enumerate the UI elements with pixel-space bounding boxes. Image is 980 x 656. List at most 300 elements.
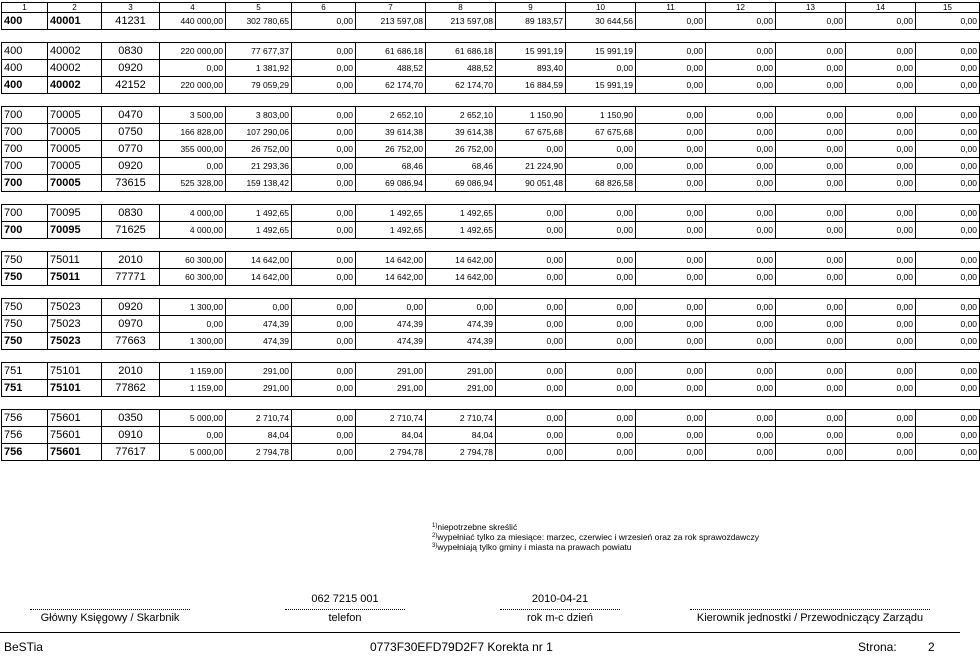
table-cell: 3 803,00 bbox=[226, 107, 292, 124]
table-cell: 0,00 bbox=[776, 380, 846, 397]
table-cell: 0,00 bbox=[636, 333, 706, 350]
table-cell: 0,00 bbox=[776, 363, 846, 380]
table-cell: 0,00 bbox=[706, 77, 776, 94]
table-cell: 67 675,68 bbox=[496, 124, 566, 141]
table-cell: 0,00 bbox=[566, 299, 636, 316]
table-cell: 0,00 bbox=[776, 158, 846, 175]
column-number: 9 bbox=[496, 3, 566, 13]
row-separator bbox=[2, 239, 980, 252]
table-cell: 1 492,65 bbox=[226, 205, 292, 222]
table-row bbox=[2, 205, 980, 222]
footnote-3: $^{3)}$wypełniają tylko gminy i miasta na prawach powiatu bbox=[432, 542, 632, 552]
table-cell: 0,00 bbox=[292, 141, 356, 158]
table-row bbox=[2, 43, 980, 60]
column-number: 10 bbox=[566, 3, 636, 13]
table-cell: 700 bbox=[2, 205, 48, 222]
table-cell: 0,00 bbox=[706, 299, 776, 316]
table-cell: 1 300,00 bbox=[160, 333, 226, 350]
table-cell: 14 642,00 bbox=[356, 252, 426, 269]
table-cell: 750 bbox=[2, 299, 48, 316]
table-cell: 70005 bbox=[48, 158, 102, 175]
table-row bbox=[2, 299, 980, 316]
table-cell: 1 159,00 bbox=[160, 380, 226, 397]
table-cell: 0,00 bbox=[566, 158, 636, 175]
table-cell: 0,00 bbox=[566, 316, 636, 333]
row-separator bbox=[2, 397, 980, 410]
table-row bbox=[2, 410, 980, 427]
table-cell: 0,00 bbox=[496, 252, 566, 269]
table-cell: 0,00 bbox=[636, 427, 706, 444]
table-cell: 0,00 bbox=[846, 299, 916, 316]
table-cell: 75011 bbox=[48, 252, 102, 269]
table-cell: 14 642,00 bbox=[426, 252, 496, 269]
table-cell: 0,00 bbox=[636, 269, 706, 286]
table-cell: 0,00 bbox=[776, 43, 846, 60]
separator-cell bbox=[2, 286, 980, 299]
table-cell: 0,00 bbox=[496, 444, 566, 461]
table-cell: 0,00 bbox=[496, 380, 566, 397]
table-cell: 0,00 bbox=[706, 205, 776, 222]
table-cell: 0,00 bbox=[636, 43, 706, 60]
table-cell: 2 652,10 bbox=[426, 107, 496, 124]
table-cell: 0,00 bbox=[776, 299, 846, 316]
table-cell: 0,00 bbox=[916, 124, 980, 141]
table-cell: 30 644,56 bbox=[566, 13, 636, 30]
table-cell: 0,00 bbox=[846, 363, 916, 380]
table-cell: 0,00 bbox=[566, 141, 636, 158]
table-cell: 0,00 bbox=[496, 410, 566, 427]
table-cell: 75023 bbox=[48, 299, 102, 316]
table-cell: 0970 bbox=[102, 316, 160, 333]
table-cell: 0920 bbox=[102, 299, 160, 316]
table-cell: 75101 bbox=[48, 363, 102, 380]
table-row bbox=[2, 363, 980, 380]
table-cell: 0,00 bbox=[636, 107, 706, 124]
table-cell: 0,00 bbox=[292, 410, 356, 427]
table-cell: 15 991,19 bbox=[566, 77, 636, 94]
table-cell: 488,52 bbox=[426, 60, 496, 77]
table-cell: 0,00 bbox=[566, 222, 636, 239]
table-cell: 40002 bbox=[48, 43, 102, 60]
table-cell: 0,00 bbox=[292, 107, 356, 124]
table-cell: 77771 bbox=[102, 269, 160, 286]
table-cell: 15 991,19 bbox=[496, 43, 566, 60]
date-value: 2010-04-21 bbox=[531, 593, 589, 605]
table-cell: 1 492,65 bbox=[426, 205, 496, 222]
table-cell: 0,00 bbox=[916, 363, 980, 380]
table-cell: 60 300,00 bbox=[160, 269, 226, 286]
table-cell: 21 224,90 bbox=[496, 158, 566, 175]
table-cell: 0,00 bbox=[776, 60, 846, 77]
table-cell: 291,00 bbox=[426, 380, 496, 397]
table-cell: 0,00 bbox=[160, 427, 226, 444]
separator-cell bbox=[2, 239, 980, 252]
table-cell: 0,00 bbox=[706, 444, 776, 461]
table-cell: 0,00 bbox=[916, 333, 980, 350]
table-cell: 0,00 bbox=[916, 252, 980, 269]
table-cell: 0,00 bbox=[846, 60, 916, 77]
table-cell: 0,00 bbox=[916, 13, 980, 30]
table-cell: 355 000,00 bbox=[160, 141, 226, 158]
table-cell: 0,00 bbox=[292, 316, 356, 333]
table-cell: 0,00 bbox=[160, 158, 226, 175]
table-cell: 79 059,29 bbox=[226, 77, 292, 94]
table-cell: 0,00 bbox=[706, 269, 776, 286]
table-cell: 1 492,65 bbox=[226, 222, 292, 239]
footnotes bbox=[432, 521, 759, 551]
table-cell: 0,00 bbox=[846, 13, 916, 30]
table-cell: 400 bbox=[2, 77, 48, 94]
column-number: 1 bbox=[2, 3, 48, 13]
table-cell: 0,00 bbox=[916, 141, 980, 158]
table-cell: 0,00 bbox=[776, 444, 846, 461]
table-cell: 0,00 bbox=[916, 269, 980, 286]
table-cell: 75601 bbox=[48, 410, 102, 427]
table-cell: 291,00 bbox=[356, 363, 426, 380]
table-cell: 84,04 bbox=[426, 427, 496, 444]
total-row bbox=[2, 13, 980, 30]
table-cell: 0,00 bbox=[706, 141, 776, 158]
separator-cell bbox=[2, 350, 980, 363]
table-cell: 0,00 bbox=[292, 43, 356, 60]
table-cell: 0,00 bbox=[776, 269, 846, 286]
table-cell: 2 710,74 bbox=[426, 410, 496, 427]
table-cell: 0,00 bbox=[916, 60, 980, 77]
table-cell: 40002 bbox=[48, 60, 102, 77]
table-cell: 62 174,70 bbox=[356, 77, 426, 94]
table-cell: 14 642,00 bbox=[356, 269, 426, 286]
table-cell: 0,00 bbox=[776, 427, 846, 444]
table-cell: 16 884,59 bbox=[496, 77, 566, 94]
table-cell: 474,39 bbox=[356, 316, 426, 333]
column-number: 5 bbox=[226, 3, 292, 13]
table-cell: 0,00 bbox=[636, 158, 706, 175]
table-cell: 2 794,78 bbox=[226, 444, 292, 461]
table-cell: 14 642,00 bbox=[426, 269, 496, 286]
table-cell: 0,00 bbox=[292, 427, 356, 444]
table-cell: 84,04 bbox=[356, 427, 426, 444]
table-cell: 0,00 bbox=[916, 410, 980, 427]
table-cell: 700 bbox=[2, 175, 48, 192]
table-cell: 0,00 bbox=[776, 410, 846, 427]
table-cell: 73615 bbox=[102, 175, 160, 192]
separator-cell bbox=[2, 94, 980, 107]
table-cell: 0,00 bbox=[706, 13, 776, 30]
table-cell: 0,00 bbox=[566, 427, 636, 444]
table-cell: 0,00 bbox=[706, 363, 776, 380]
table-cell: 1 492,65 bbox=[356, 205, 426, 222]
table-cell: 750 bbox=[2, 252, 48, 269]
column-number: 6 bbox=[292, 3, 356, 13]
separator-cell bbox=[2, 192, 980, 205]
separator-cell bbox=[2, 397, 980, 410]
expenditure-table bbox=[1, 2, 980, 461]
table-cell: 2 794,78 bbox=[426, 444, 496, 461]
accountant-signature bbox=[30, 593, 190, 624]
table-cell: 0,00 bbox=[916, 427, 980, 444]
date-label: rok m-c dzień bbox=[500, 609, 620, 624]
table-cell: 474,39 bbox=[356, 333, 426, 350]
table-cell: 0,00 bbox=[776, 13, 846, 30]
table-cell: 1 150,90 bbox=[566, 107, 636, 124]
table-cell: 0,00 bbox=[566, 444, 636, 461]
table-cell: 525 328,00 bbox=[160, 175, 226, 192]
table-cell: 750 bbox=[2, 333, 48, 350]
table-cell: 0,00 bbox=[292, 13, 356, 30]
total-row bbox=[2, 380, 980, 397]
table-cell: 0,00 bbox=[566, 333, 636, 350]
table-row bbox=[2, 124, 980, 141]
table-cell: 0,00 bbox=[846, 427, 916, 444]
table-cell: 0,00 bbox=[846, 222, 916, 239]
table-cell: 61 686,18 bbox=[426, 43, 496, 60]
table-cell: 0,00 bbox=[226, 299, 292, 316]
table-cell: 0,00 bbox=[846, 141, 916, 158]
table-cell: 291,00 bbox=[226, 380, 292, 397]
table-cell: 213 597,08 bbox=[426, 13, 496, 30]
table-cell: 700 bbox=[2, 107, 48, 124]
table-cell: 70095 bbox=[48, 222, 102, 239]
table-cell: 4 000,00 bbox=[160, 222, 226, 239]
table-cell: 0,00 bbox=[846, 77, 916, 94]
table-cell: 291,00 bbox=[226, 363, 292, 380]
table-cell: 756 bbox=[2, 444, 48, 461]
table-cell: 0,00 bbox=[776, 141, 846, 158]
table-cell: 0,00 bbox=[566, 269, 636, 286]
table-cell: 0470 bbox=[102, 107, 160, 124]
table-cell: 2010 bbox=[102, 252, 160, 269]
page-number: 2 bbox=[928, 640, 935, 654]
table-cell: 0,00 bbox=[636, 316, 706, 333]
table-cell: 0,00 bbox=[706, 427, 776, 444]
table-cell: 60 300,00 bbox=[160, 252, 226, 269]
table-cell: 75101 bbox=[48, 380, 102, 397]
table-cell: 0,00 bbox=[776, 175, 846, 192]
table-cell: 0830 bbox=[102, 205, 160, 222]
table-cell: 0,00 bbox=[916, 77, 980, 94]
table-cell: 75023 bbox=[48, 333, 102, 350]
table-cell: 21 293,36 bbox=[226, 158, 292, 175]
table-cell: 0,00 bbox=[636, 124, 706, 141]
table-cell: 2010 bbox=[102, 363, 160, 380]
table-cell: 0,00 bbox=[846, 316, 916, 333]
table-cell: 756 bbox=[2, 410, 48, 427]
column-number: 2 bbox=[48, 3, 102, 13]
table-cell: 0,00 bbox=[916, 175, 980, 192]
column-number: 12 bbox=[706, 3, 776, 13]
table-cell: 0,00 bbox=[706, 158, 776, 175]
table-cell: 474,39 bbox=[426, 316, 496, 333]
table-cell: 0,00 bbox=[292, 158, 356, 175]
table-cell: 68 826,58 bbox=[566, 175, 636, 192]
date-block bbox=[500, 593, 620, 624]
table-cell: 71625 bbox=[102, 222, 160, 239]
table-cell: 69 086,94 bbox=[356, 175, 426, 192]
table-cell: 0,00 bbox=[292, 333, 356, 350]
table-cell: 0920 bbox=[102, 60, 160, 77]
table-cell: 0,00 bbox=[776, 107, 846, 124]
total-row bbox=[2, 444, 980, 461]
table-cell: 68,46 bbox=[426, 158, 496, 175]
table-cell: 0,00 bbox=[916, 444, 980, 461]
table-cell: 39 614,38 bbox=[426, 124, 496, 141]
column-number: 7 bbox=[356, 3, 426, 13]
table-cell: 84,04 bbox=[226, 427, 292, 444]
table-cell: 0,00 bbox=[776, 205, 846, 222]
table-cell: 0,00 bbox=[706, 316, 776, 333]
table-cell: 0,00 bbox=[916, 316, 980, 333]
table-cell: 0830 bbox=[102, 43, 160, 60]
table-cell: 220 000,00 bbox=[160, 43, 226, 60]
column-number: 14 bbox=[846, 3, 916, 13]
table-cell: 75011 bbox=[48, 269, 102, 286]
table-cell: 0,00 bbox=[292, 444, 356, 461]
table-cell: 0,00 bbox=[776, 316, 846, 333]
table-cell: 89 183,57 bbox=[496, 13, 566, 30]
table-cell: 69 086,94 bbox=[426, 175, 496, 192]
column-number: 8 bbox=[426, 3, 496, 13]
table-cell: 0,00 bbox=[292, 252, 356, 269]
table-cell: 1 150,90 bbox=[496, 107, 566, 124]
table-cell: 0,00 bbox=[846, 333, 916, 350]
table-row bbox=[2, 158, 980, 175]
table-cell: 0,00 bbox=[846, 175, 916, 192]
table-cell: 0,00 bbox=[916, 107, 980, 124]
row-separator bbox=[2, 192, 980, 205]
table-cell: 0,00 bbox=[496, 222, 566, 239]
table-cell: 0,00 bbox=[916, 299, 980, 316]
footer-divider bbox=[0, 632, 960, 633]
table-cell: 0,00 bbox=[292, 222, 356, 239]
table-cell: 0,00 bbox=[846, 444, 916, 461]
table-cell: 67 675,68 bbox=[566, 124, 636, 141]
table-cell: 750 bbox=[2, 316, 48, 333]
table-cell: 40002 bbox=[48, 77, 102, 94]
table-cell: 474,39 bbox=[226, 333, 292, 350]
table-cell: 0,00 bbox=[636, 363, 706, 380]
table-cell: 474,39 bbox=[226, 316, 292, 333]
table-cell: 1 300,00 bbox=[160, 299, 226, 316]
table-cell: 0,00 bbox=[846, 252, 916, 269]
table-cell: 0,00 bbox=[636, 13, 706, 30]
table-cell: 26 752,00 bbox=[426, 141, 496, 158]
table-cell: 0,00 bbox=[846, 269, 916, 286]
table-cell: 0770 bbox=[102, 141, 160, 158]
table-cell: 0,00 bbox=[292, 380, 356, 397]
row-separator bbox=[2, 94, 980, 107]
table-row bbox=[2, 141, 980, 158]
table-cell: 0,00 bbox=[496, 205, 566, 222]
separator-cell bbox=[2, 30, 980, 43]
table-cell: 159 138,42 bbox=[226, 175, 292, 192]
table-cell: 700 bbox=[2, 158, 48, 175]
table-cell: 0,00 bbox=[566, 363, 636, 380]
table-cell: 0,00 bbox=[636, 60, 706, 77]
table-cell: 488,52 bbox=[356, 60, 426, 77]
table-cell: 0,00 bbox=[706, 252, 776, 269]
table-cell: 0,00 bbox=[356, 299, 426, 316]
table-cell: 291,00 bbox=[356, 380, 426, 397]
table-cell: 1 159,00 bbox=[160, 363, 226, 380]
table-cell: 0920 bbox=[102, 158, 160, 175]
table-cell: 0,00 bbox=[846, 410, 916, 427]
table-cell: 0,00 bbox=[636, 77, 706, 94]
column-number: 4 bbox=[160, 3, 226, 13]
system-name: BeSTia bbox=[4, 640, 43, 654]
table-cell: 213 597,08 bbox=[356, 13, 426, 30]
table-cell: 0,00 bbox=[776, 124, 846, 141]
table-cell: 1 492,65 bbox=[426, 222, 496, 239]
phone-label: telefon bbox=[285, 609, 405, 624]
table-cell: 0,00 bbox=[636, 380, 706, 397]
table-cell: 4 000,00 bbox=[160, 205, 226, 222]
table-cell: 1 492,65 bbox=[356, 222, 426, 239]
table-cell: 41231 bbox=[102, 13, 160, 30]
table-cell: 0,00 bbox=[916, 205, 980, 222]
table-cell: 700 bbox=[2, 124, 48, 141]
table-cell: 0,00 bbox=[636, 444, 706, 461]
table-cell: 0,00 bbox=[566, 205, 636, 222]
table-cell: 166 828,00 bbox=[160, 124, 226, 141]
row-separator bbox=[2, 30, 980, 43]
accountant-label: Główny Księgowy / Skarbnik bbox=[30, 609, 190, 624]
table-cell: 0,00 bbox=[636, 299, 706, 316]
footnote-2: $^{2)}$wypełniać tylko za miesiące: marzec, czerwiec i wrzesień oraz za rok sprawozdawczy bbox=[432, 532, 760, 542]
table-cell: 0,00 bbox=[706, 175, 776, 192]
table-cell: 0,00 bbox=[636, 252, 706, 269]
table-cell: 0,00 bbox=[636, 141, 706, 158]
table-cell: 0,00 bbox=[706, 222, 776, 239]
table-row bbox=[2, 252, 980, 269]
table-cell: 0,00 bbox=[566, 252, 636, 269]
page-label: Strona: bbox=[858, 640, 897, 654]
table-cell: 0,00 bbox=[292, 269, 356, 286]
table-row bbox=[2, 316, 980, 333]
table-cell: 70005 bbox=[48, 107, 102, 124]
table-cell: 756 bbox=[2, 427, 48, 444]
table-cell: 0350 bbox=[102, 410, 160, 427]
table-cell: 0,00 bbox=[496, 333, 566, 350]
table-cell: 0,00 bbox=[846, 205, 916, 222]
table-cell: 70005 bbox=[48, 175, 102, 192]
table-cell: 0,00 bbox=[916, 222, 980, 239]
table-cell: 2 710,74 bbox=[226, 410, 292, 427]
table-cell: 70095 bbox=[48, 205, 102, 222]
table-cell: 70005 bbox=[48, 141, 102, 158]
table-cell: 0,00 bbox=[292, 77, 356, 94]
table-cell: 0,00 bbox=[496, 363, 566, 380]
head-label: Kierownik jednostki / Przewodniczący Zarządu bbox=[690, 609, 930, 624]
table-cell: 42152 bbox=[102, 77, 160, 94]
table-cell: 0,00 bbox=[496, 316, 566, 333]
table-cell: 3 500,00 bbox=[160, 107, 226, 124]
table-cell: 0,00 bbox=[566, 410, 636, 427]
table-cell: 0,00 bbox=[776, 77, 846, 94]
table-cell: 0,00 bbox=[846, 43, 916, 60]
table-cell: 90 051,48 bbox=[496, 175, 566, 192]
total-row bbox=[2, 77, 980, 94]
table-cell: 751 bbox=[2, 380, 48, 397]
table-cell: 0,00 bbox=[846, 124, 916, 141]
footnote-1: $^{1)}$niepotrzebne skreślić bbox=[432, 522, 518, 532]
table-cell: 0,00 bbox=[916, 158, 980, 175]
table-row bbox=[2, 427, 980, 444]
table-cell: 0750 bbox=[102, 124, 160, 141]
table-cell: 77862 bbox=[102, 380, 160, 397]
total-row bbox=[2, 333, 980, 350]
table-cell: 0,00 bbox=[292, 299, 356, 316]
table-cell: 0,00 bbox=[160, 60, 226, 77]
